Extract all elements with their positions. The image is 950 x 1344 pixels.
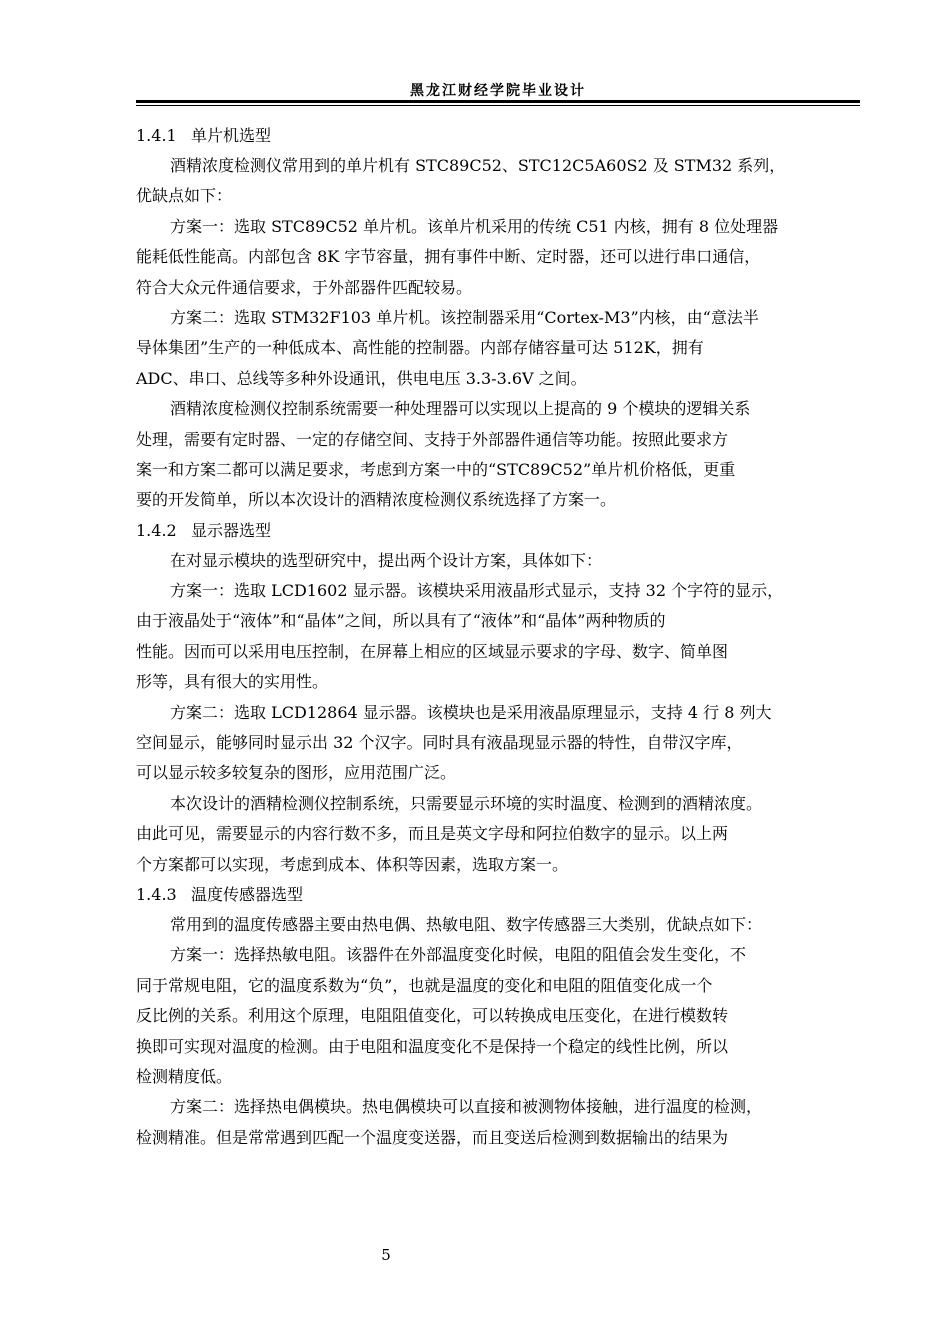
text-line: 方案一：选择热敏电阻。该器件在外部温度变化时候，电阻的阻值会发生变化，不 [170,945,747,965]
text-line: 换即可实现对温度的检测。由于电阻和温度变化不是保持一个稳定的线性比例，所以 [136,1036,729,1056]
paragraph [136,911,864,938]
section-title: 显示器选型 [191,520,272,540]
text-line: 导体集团”生产的一种低成本、高性能的控制器。内部存储容量可达 512K，拥有 [136,338,704,358]
section-number: 1.4.1 [136,126,177,145]
paragraph [136,1093,864,1150]
text-line: 符合大众元件通信要求，于外部器件匹配较易。 [136,277,473,297]
text-line: 常用到的温度传感器主要由热电偶、热敏电阻、数字传感器三大类别，优缺点如下： [170,914,763,934]
text-line: 优缺点如下： [136,186,233,206]
section-heading [136,881,864,908]
text-line: 要的开发简单，所以本次设计的酒精浓度检测仪系统选择了方案一。 [136,490,617,510]
section-heading [136,517,864,544]
text-line: 检测精准。但是常常遇到匹配一个温度变送器，而且变送后检测到数据输出的结果为 [136,1127,729,1147]
paragraph [136,213,864,301]
text-line: 酒精浓度检测仪常用到的单片机有 STC89C52、STC12C5A60S2 及 STM32 系列， [170,156,786,175]
paragraph [136,577,864,695]
text-line: 形等，具有很大的实用性。 [136,672,329,692]
header-rule-thick [136,100,860,103]
paragraph [136,547,864,574]
text-line: 方案一：选取 STC89C52 单片机。该单片机采用的传统 C51 内核，拥有 8 位处理器 [170,216,779,236]
section-title: 单片机选型 [191,126,272,145]
section-number: 1.4.3 [136,884,177,904]
text-line: 检测精度低。 [136,1066,233,1086]
text-line: 可以显示较多较复杂的图形，应用范围广泛。 [136,763,457,783]
section-number: 1.4.2 [136,520,177,540]
section-heading [136,122,864,149]
text-line: 酒精浓度检测仪控制系统需要一种处理器可以实现以上提高的 9 个模块的逻辑关系 [170,399,751,419]
text-line: 方案二：选取 LCD12864 显示器。该模块也是采用液晶原理显示，支持 4 行 8 列大 [170,702,772,722]
text-line: 能耗低性能高。内部包含 8K 字节容量，拥有事件中断、定时器，还可以进行串口通信， [136,247,761,267]
paragraph [136,699,864,787]
header-rule-thin [136,105,860,106]
text-line: 本次设计的酒精检测仪控制系统，只需要显示环境的实时温度、检测到的酒精浓度。 [170,793,763,813]
paragraph [136,152,864,209]
text-line: 同于常规电阻，它的温度系数为“负”，也就是温度的变化和电阻的阻值变化成一个 [136,975,713,995]
page-number: 5 [381,1246,391,1264]
paragraph [136,304,864,392]
text-line: 由此可见，需要显示的内容行数不多，而且是英文字母和阿拉伯数字的显示。以上两 [136,824,729,844]
document-body [136,122,864,1154]
text-line: 处理，需要有定时器、一定的存储空间、支持于外部器件通信等功能。按照此要求方 [136,429,729,449]
text-line: 在对显示模块的选型研究中，提出两个设计方案，具体如下： [170,550,603,570]
text-line: ADC、串口、总线等多种外设通讯，供电电压 3.3-3.6V 之间。 [136,368,587,388]
text-line: 个方案都可以实现，考虑到成本、体积等因素，选取方案一。 [136,854,569,874]
text-line: 案一和方案二都可以满足要求，考虑到方案一中的“STC89C52”单片机价格低，更重 [136,459,736,479]
paragraph [136,790,864,878]
text-line: 方案二：选取 STM32F103 单片机。该控制器采用“Cortex-M3”内核，由“意法半 [170,307,759,327]
paragraph [136,395,864,513]
text-line: 反比例的关系。利用这个原理，电阻阻值变化，可以转换成电压变化，在进行模数转 [136,1006,729,1026]
section-title: 温度传感器选型 [191,884,304,904]
running-header: 黑龙江财经学院毕业设计 [410,83,586,99]
text-line: 空间显示，能够同时显示出 32 个汉字。同时具有液晶现显示器的特性，自带汉字库， [136,733,743,753]
text-line: 方案二：选择热电偶模块。热电偶模块可以直接和被测物体接触，进行温度的检测， [170,1097,763,1117]
paragraph [136,941,864,1090]
text-line: 由于液晶处于“液体”和“晶体”之间，所以具有了“液体”和“晶体”两种物质的 [136,611,666,631]
text-line: 性能。因而可以采用电压控制，在屏幕上相应的区域显示要求的字母、数字、简单图 [136,641,729,661]
text-line: 方案一：选取 LCD1602 显示器。该模块采用液晶形式显示，支持 32 个字符的显示， [170,581,784,601]
